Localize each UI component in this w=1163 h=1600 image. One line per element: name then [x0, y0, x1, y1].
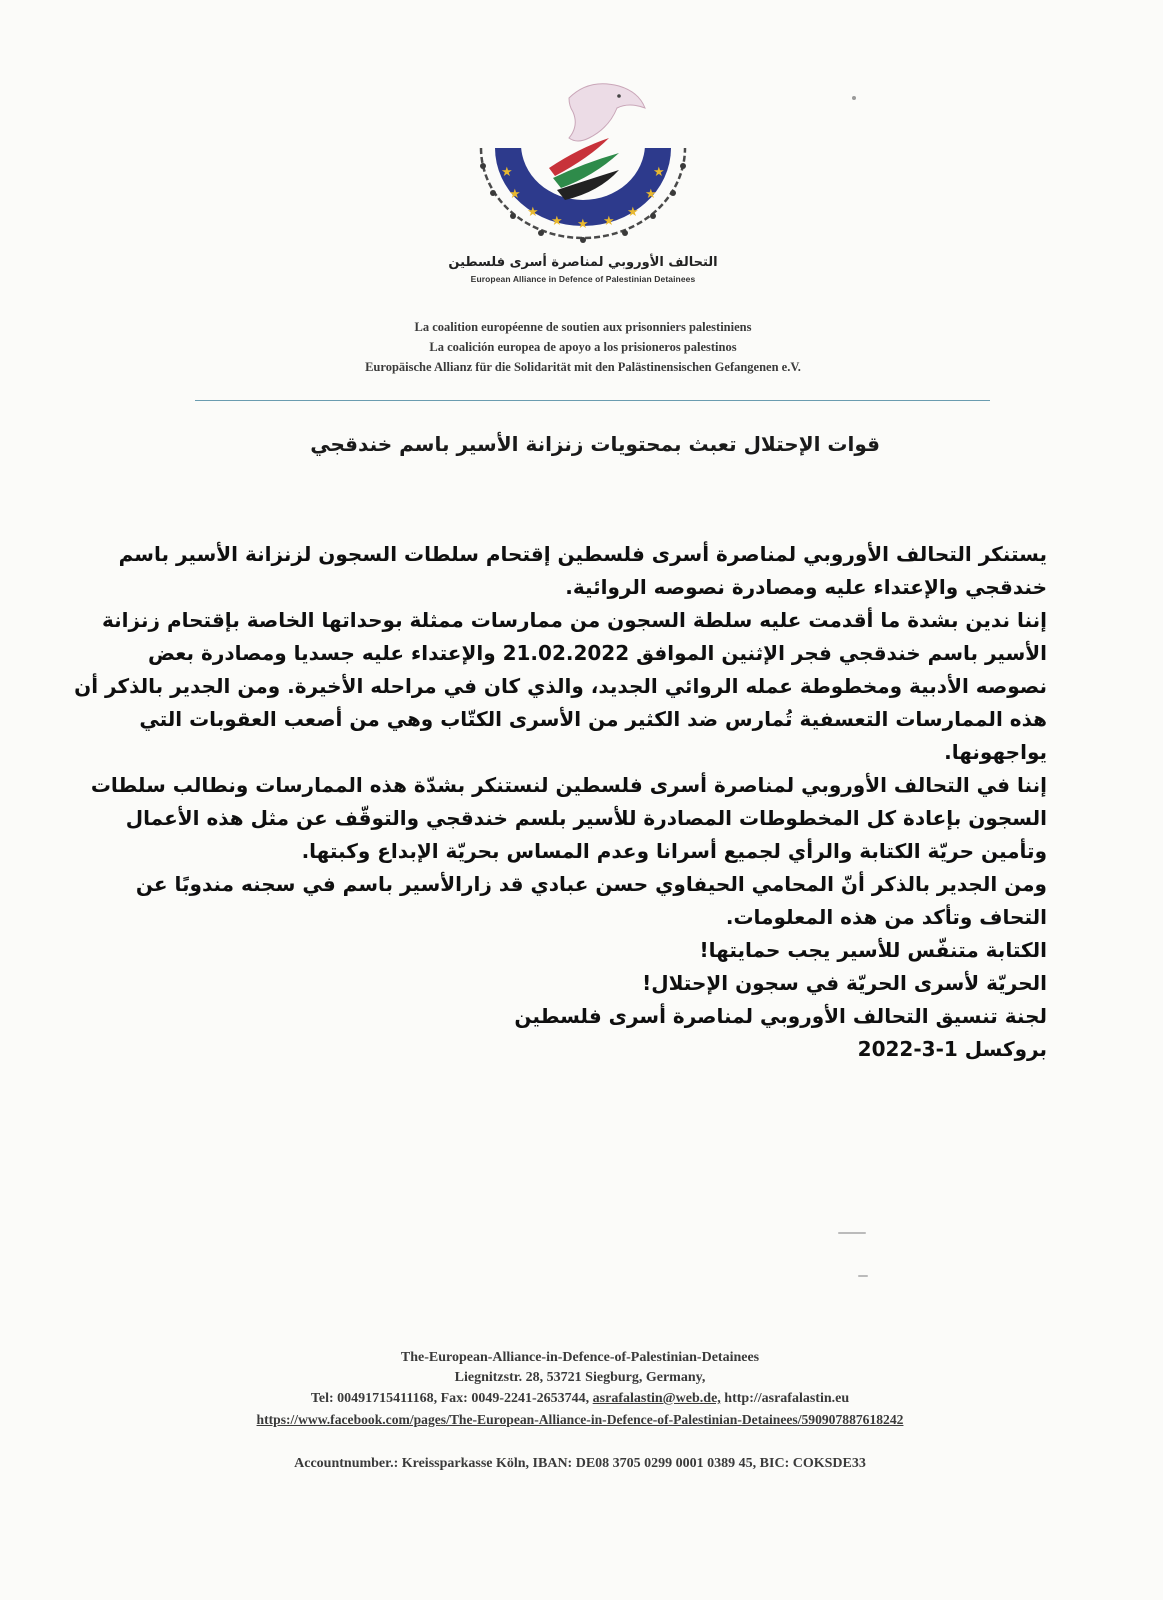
footer-website[interactable]: http://asrafalastin.eu: [720, 1391, 850, 1406]
slogan-writing: الكتابة متنفّس للأسير يجب حمايتها!: [699, 938, 1047, 962]
letter-body: [70, 538, 1047, 1066]
footer-org-name: The-European-Alliance-in-Defence-of-Palestinian-Detainees: [400, 1350, 760, 1365]
signature-committee: لجنة تنسيق التحالف الأوروبي لمناصرة أسرى فلسطين: [514, 1004, 1047, 1028]
org-name-spanish: La coalición europea de apoyo a los prisioneros palestinos: [429, 340, 737, 354]
scan-speck: [838, 1232, 866, 1234]
alliance-logo: [469, 78, 697, 248]
paragraph-demands: إننا في التحالف الأوروبي لمناصرة أسرى فلسطين لنستنكر بشدّة هذه الممارسات ونطالب سلطات السجون بإعادة كل المخطوطات المصادرة للأسير بلسم خندقجي والتوقّف عن مثل هذه الأعمال وتأمين حريّة الكتابة والرأي لجميع أسرانا وعدم المساس بحريّة الإبداع وكبتها.: [90, 773, 1047, 863]
paragraph-lawyer-visit: ومن الجدير بالذكر أنّ المحامي الحيفاوي حسن عبادي قد زارالأسير باسم في سجنه مندوبًا عن التحاف وتأكد من هذه المعلومات.: [135, 872, 1047, 929]
svg-text:★: ★: [577, 217, 589, 232]
slogan-freedom: الحريّة لأسرى الحريّة في سجون الإحتلال!: [642, 971, 1047, 995]
footer-email-link[interactable]: asrafalastin@web.de,: [592, 1391, 721, 1406]
svg-text:★: ★: [627, 205, 639, 220]
footer-address: Liegnitzstr. 28, 53721 Siegburg, Germany,: [454, 1370, 706, 1385]
org-name-german: Europäische Allianz für die Solidarität mit den Palästinensischen Gefangenen e.V.: [365, 360, 801, 374]
paragraph-condemnation: يستنكر التحالف الأوروبي لمناصرة أسرى فلسطين إقتحام سلطات السجون لزنزانة الأسير باسم خندقجي والإعتداء عليه ومصادرة نصوصه الروائية.: [118, 542, 1047, 599]
scan-speck: [858, 1275, 868, 1277]
footer-contact: [80, 1391, 1080, 1407]
logo-english-name: European Alliance in Defence of Palestinian Detainees: [470, 274, 696, 284]
svg-text:★: ★: [645, 187, 657, 202]
footer-facebook-link[interactable]: https://www.facebook.com/pages/The-European-Alliance-in-Defence-of-Palestinian-Detainees/590907887618242: [256, 1412, 904, 1427]
svg-text:★: ★: [653, 165, 665, 180]
letter-title: قوات الإحتلال تعبث بمحتويات زنزانة الأسير باسم خندقجي: [310, 432, 880, 456]
paragraph-details: إننا ندين بشدة ما أقدمت عليه سلطة السجون من ممارسات ممثلة بوحداتها الخاصة بإقتحام زنزانة الأسير باسم خندقجي فجر الإثنين الموافق 21.02.2022 والإعتداء عليه جسديا ومصادرة بعض نصوصه الأدبية ومخطوطة عمله الروائي الجديد، والذي كان في مراحله الأخيرة. ومن الجدير بالذكر أن هذه الممارسات التعسفية تُمارس ضد الكثير من الأسرى الكتّاب وهي من أصعب العقوبات التي يواجهونها.: [74, 608, 1047, 764]
header-divider: [195, 400, 990, 401]
svg-text:★: ★: [501, 165, 513, 180]
svg-text:★: ★: [527, 205, 539, 220]
svg-text:★: ★: [603, 214, 615, 229]
org-name-french: La coalition européenne de soutien aux prisonniers palestiniens: [414, 320, 752, 334]
dove-icon: [569, 84, 645, 141]
footer-phone-fax: Tel: 00491715411168, Fax: 0049-2241-2653744,: [310, 1391, 593, 1406]
place-and-date: بروكسل 1-3-2022: [857, 1037, 1047, 1061]
logo-arabic-name: التحالف الأوروبي لمناصرة أسرى فلسطين: [448, 255, 718, 270]
svg-text:★: ★: [509, 187, 521, 202]
scan-speck: [852, 96, 856, 100]
svg-text:★: ★: [551, 214, 563, 229]
footer-bank-account: Accountnumber.: Kreissparkasse Köln, IBAN: DE08 3705 0299 0001 0389 45, BIC: COKSDE33: [294, 1456, 866, 1471]
